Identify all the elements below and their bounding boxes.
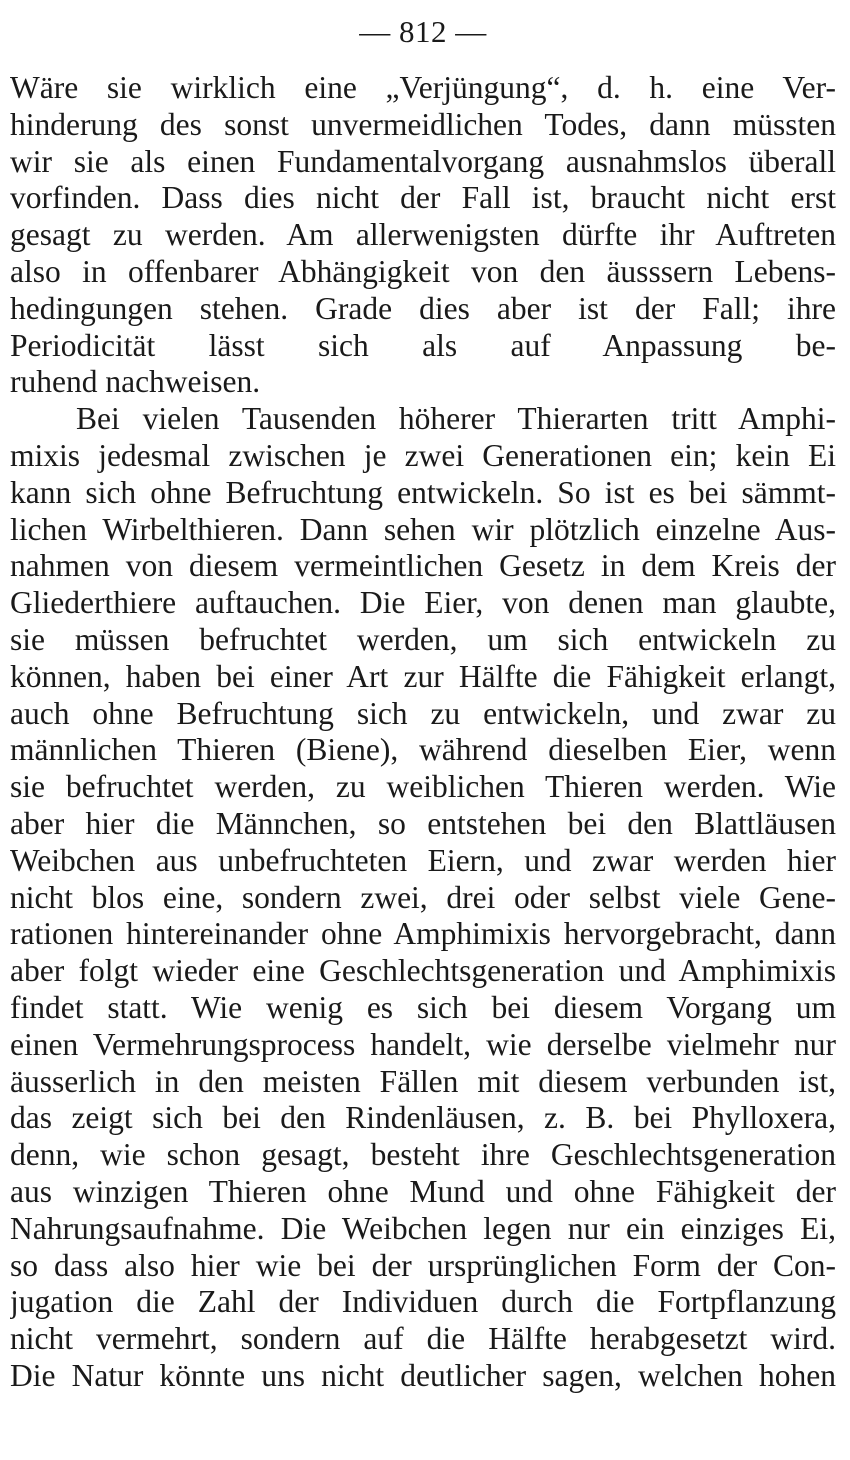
book-page [10, 14, 836, 1395]
text-line: rationen hintereinander ohne Amphimixis hervorgebracht, dann [10, 916, 836, 952]
text-line: aus winzigen Thieren ohne Mund und ohne Fähigkeit der [10, 1173, 836, 1209]
text-line: hedingungen stehen. Grade dies aber ist der Fall; ihre [10, 290, 836, 326]
text-line: lichen Wirbelthieren. Dann sehen wir plötzlich einzelne Aus- [10, 511, 836, 547]
text-line: auch ohne Befruchtung sich zu entwickeln, und zwar zu [10, 695, 836, 731]
text-line: Gliederthiere auftauchen. Die Eier, von denen man glaubte, [10, 585, 836, 621]
text-line: hinderung des sonst unvermeidlichen Todes, dann müssten [10, 106, 836, 142]
text-line: nicht vermehrt, sondern auf die Hälfte herabgesetzt wird. [10, 1321, 836, 1357]
text-line: Wäre sie wirklich eine „Verjüngung“, d. h. eine Ver- [10, 70, 836, 105]
text-line: nicht blos eine, sondern zwei, drei oder selbst viele Gene- [10, 879, 836, 915]
text-line: also in offenbarer Abhängigkeit von den äusssern Lebens- [10, 253, 836, 289]
text-line: wir sie als einen Fundamentalvorgang ausnahmslos überall [10, 143, 836, 179]
paragraph-2 [10, 401, 836, 1395]
text-line: sie müssen befruchtet werden, um sich entwickeln zu [10, 621, 836, 657]
text-line: nahmen von diesem vermeintlichen Gesetz in dem Kreis der [10, 548, 836, 584]
text-line: findet statt. Wie wenig es sich bei diesem Vorgang um [10, 989, 836, 1025]
text-line: mixis jedesmal zwischen je zwei Generationen ein; kein Ei [10, 437, 836, 473]
text-line: denn, wie schon gesagt, besteht ihre Geschlechtsgeneration [10, 1137, 836, 1173]
paragraph-1 [10, 70, 836, 401]
text-line: jugation die Zahl der Individuen durch die Fortpflanzung [10, 1284, 836, 1320]
text-line: Nahrungsaufnahme. Die Weibchen legen nur ein einziges Ei, [10, 1210, 836, 1246]
text-line: kann sich ohne Befruchtung entwickeln. So ist es bei sämmt- [10, 474, 836, 510]
text-line: männlichen Thieren (Biene), während dieselben Eier, wenn [10, 732, 836, 768]
text-line: gesagt zu werden. Am allerwenigsten dürfte ihr Auftreten [10, 217, 836, 253]
text-line-spaced: ruhend nachweisen. [10, 364, 261, 400]
page-body [10, 70, 836, 1395]
text-line: aber hier die Männchen, so entstehen bei den Blattläusen [10, 805, 836, 841]
text-line: aber folgt wieder eine Geschlechtsgeneration und Amphimixis [10, 953, 836, 989]
text-line: einen Vermehrungsprocess handelt, wie derselbe vielmehr nur [10, 1026, 836, 1062]
text-line: Die Natur könnte uns nicht deutlicher sagen, welchen hohen [10, 1357, 836, 1393]
text-line: vorfinden. Dass dies nicht der Fall ist, braucht nicht erst [10, 180, 836, 216]
text-line: so dass also hier wie bei der ursprünglichen Form der Con- [10, 1247, 836, 1283]
text-line: das zeigt sich bei den Rindenläusen, z. B. bei Phylloxera, [10, 1100, 836, 1136]
text-line: äusserlich in den meisten Fällen mit diesem verbunden ist, [10, 1063, 836, 1099]
text-line: Weibchen aus unbefruchteten Eiern, und zwar werden hier [10, 842, 836, 878]
page-number: — 812 — [359, 14, 487, 49]
text-line: sie befruchtet werden, zu weiblichen Thieren werden. Wie [10, 769, 836, 805]
text-line: Bei vielen Tausenden höherer Thierarten tritt Amphi- [76, 401, 836, 437]
text-line-spaced: Periodicität lässt sich als auf Anpassung be- [10, 327, 836, 363]
text-line: können, haben bei einer Art zur Hälfte die Fähigkeit erlangt, [10, 658, 836, 694]
